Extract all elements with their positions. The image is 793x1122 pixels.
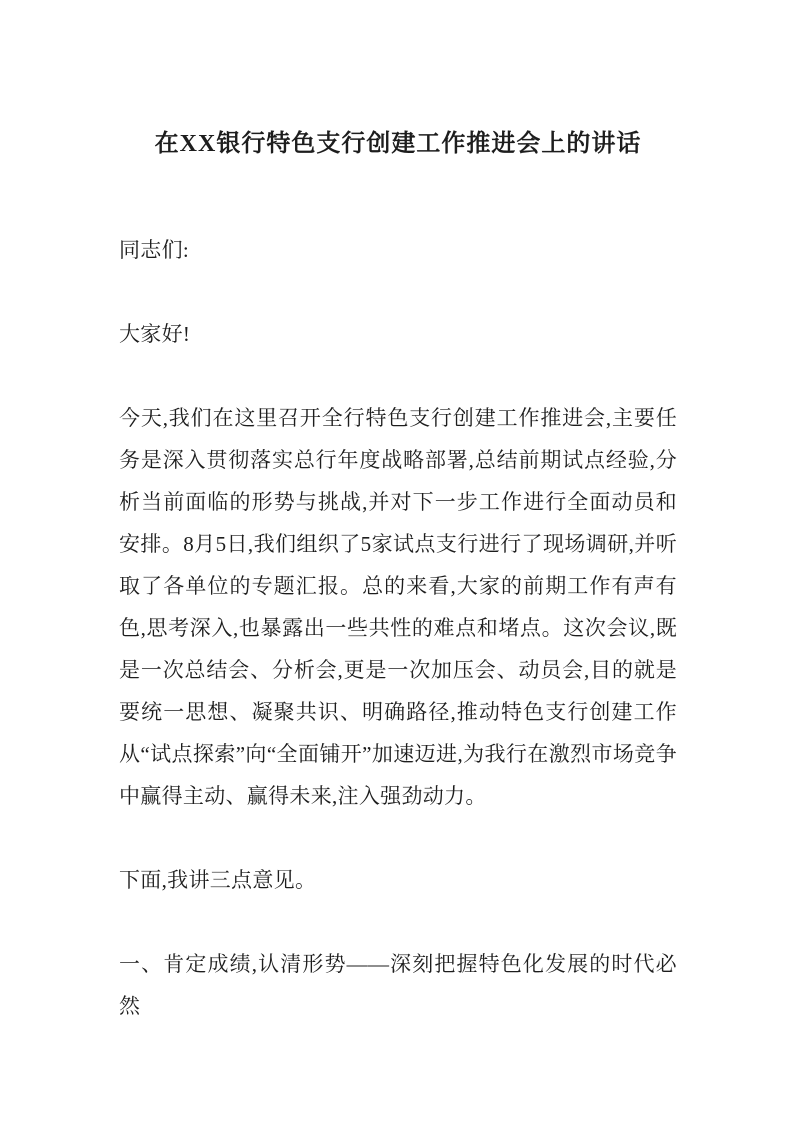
- paragraph-salutation: 同志们:: [119, 238, 190, 262]
- section-heading-1: 一、肯定成绩,认清形势——深刻把握特色化发展的时代必然: [119, 952, 677, 1018]
- document-title: 在XX银行特色支行创建工作推进会上的讲话: [154, 131, 642, 157]
- paragraph-transition: 下面,我讲三点意见。: [119, 868, 317, 892]
- paragraph-opening: 今天,我们在这里召开全行特色支行创建工作推进会,主要任务是深入贯彻落实总行年度战略部署,总结前期试点经验,分析当前面临的形势与挑战,并对下一步工作进行全面动员和安排。8月5日,我们组织了5家试点支行进行了现场调研,并听取了各单位的专题汇报。总的来看,大家的前期工作有声有色,思考深入,也暴露出一些共性的难点和堵点。这次会议,既是一次总结会、分析会,更是一次加压会、动员会,目的就是要统一思想、凝聚共识、明确路径,推动特色支行创建工作从“试点探索”向“全面铺开”加速迈进,为我行在激烈市场竞争中赢得主动、赢得未来,注入强劲动力。: [119, 406, 677, 808]
- paragraph-greeting: 大家好!: [119, 322, 191, 346]
